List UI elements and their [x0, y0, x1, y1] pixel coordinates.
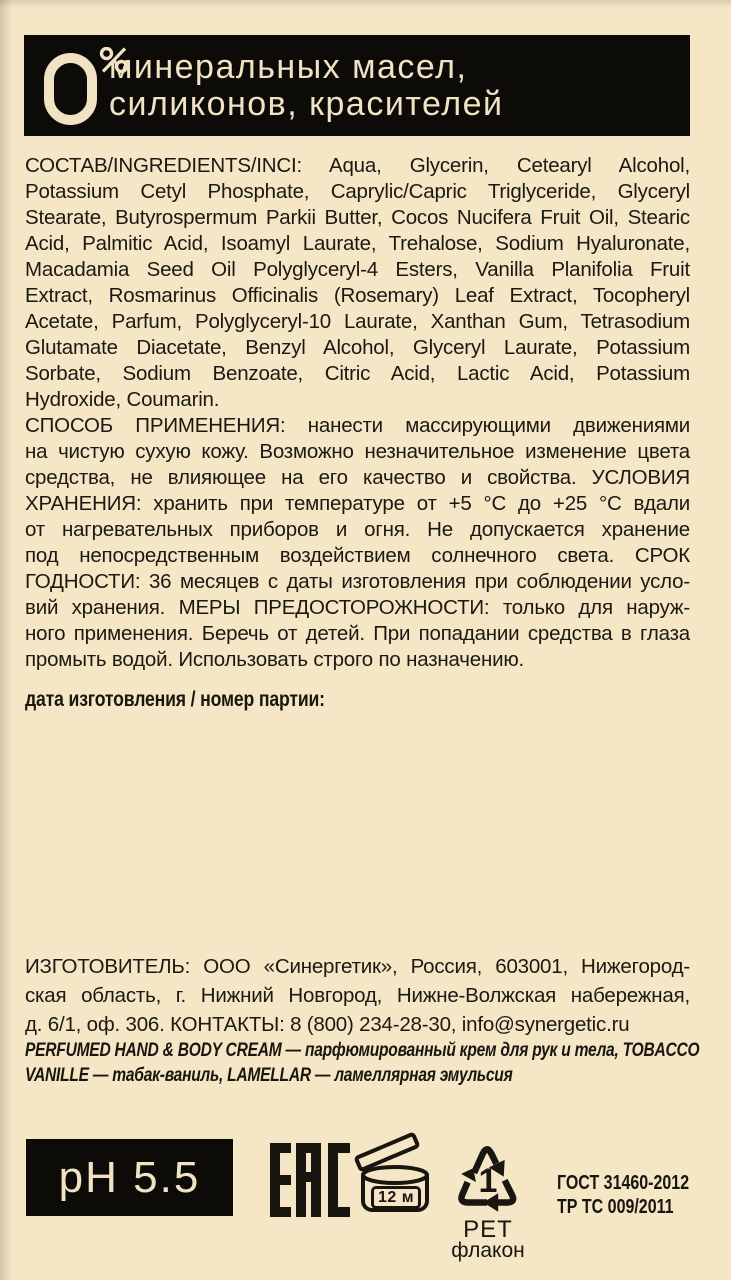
pao-12m-value: 12 м: [377, 1188, 415, 1206]
product-name-translation: PERFUMED HAND & BODY CREAM — парфюмированный крем для рук и тела, TOBACCO VANILLE — табак-ваниль, LAMELLAR — ламеллярная эмульсия: [25, 1040, 700, 1086]
eac-mark-icon: [270, 1143, 350, 1217]
banner-claim-text: минеральных масел, силиконов, красителей: [109, 47, 504, 123]
recycle-code-number: 1: [478, 1162, 498, 1200]
ingredients-text: СОСТАВ/INGREDIENTS/INCI: Aqua, Glycerin, Cetearyl Alcohol, Potassium Cetyl Phosphate, Caprylic/Capric Triglyceride, Glyceryl Stearate, Butyrospermum Parkii Butter, Cocos Nucifera Fruit Oil, Stearic Acid, Palmitic Acid, Isoamyl Laurate, Trehalose, Sodium Hyaluronate, Macadamia Seed Oil Polyglyceryl-4 Esters, Vanilla Planifolia Fruit Extract, Rosmarinus Officinalis (Rosemary) Leaf Extract, Tocopheryl Acetate, Parfum, Polyglyceryl-10 Laurate, Xanthan Gum, Tetrasodium Glutamate Diacetate, Benzyl Alcohol, Glyceryl Laurate, Potassium Sorbate, Sodium Benzoate, Citric Acid, Lactic Acid, Potassium Hydroxide, Coumarin.: [25, 154, 690, 411]
recycle-material-label: PET: [463, 1216, 513, 1243]
recycle-container-label: флакон: [451, 1239, 525, 1262]
usage-storage-text: СПОСОБ ПРИМЕНЕНИЯ: нанести массирующими движениями на чистую сухую кожу. Возможно незначительное изменение цвета средства, не влияющее на его качество и свойства. УСЛОВИЯ ХРАНЕНИЯ: хранить при температуре от +5 °С до +25 °С вдали от нагревательных приборов и огня. Не допускается хранение под непосредственным воздействием солнечного света. СРОК ГОДНОСТИ: 36 месяцев с даты изготовления при соблюдении усло- вий хранения. МЕРЫ ПРЕДОСТОРОЖНОСТИ: только для наруж- ного применения. Беречь от детей. При попадании средства в глаза промыть водой. Использовать строго по назначению.: [25, 414, 690, 671]
manufacturer-info: ИЗГОТОВИТЕЛЬ: ООО «Синергетик», Россия, 603001, Нижегород- ская область, г. Нижний Новгород, Нижне-Волжская набережная, д. 6/1, оф. 306. КОНТАКТЫ: 8 (800) 234-28-30, info@synergetic.ru: [25, 955, 690, 1036]
batch-date-label: дата изготовления / номер партии:: [25, 688, 325, 711]
gost-standards: ГОСТ 31460-2012 ТР ТС 009/2011: [557, 1172, 690, 1218]
ph-badge: [26, 1139, 233, 1216]
ph-value: pH 5.5: [58, 1152, 201, 1202]
zero-percent-banner: [24, 35, 690, 136]
pao-12m-label: [371, 1186, 421, 1209]
